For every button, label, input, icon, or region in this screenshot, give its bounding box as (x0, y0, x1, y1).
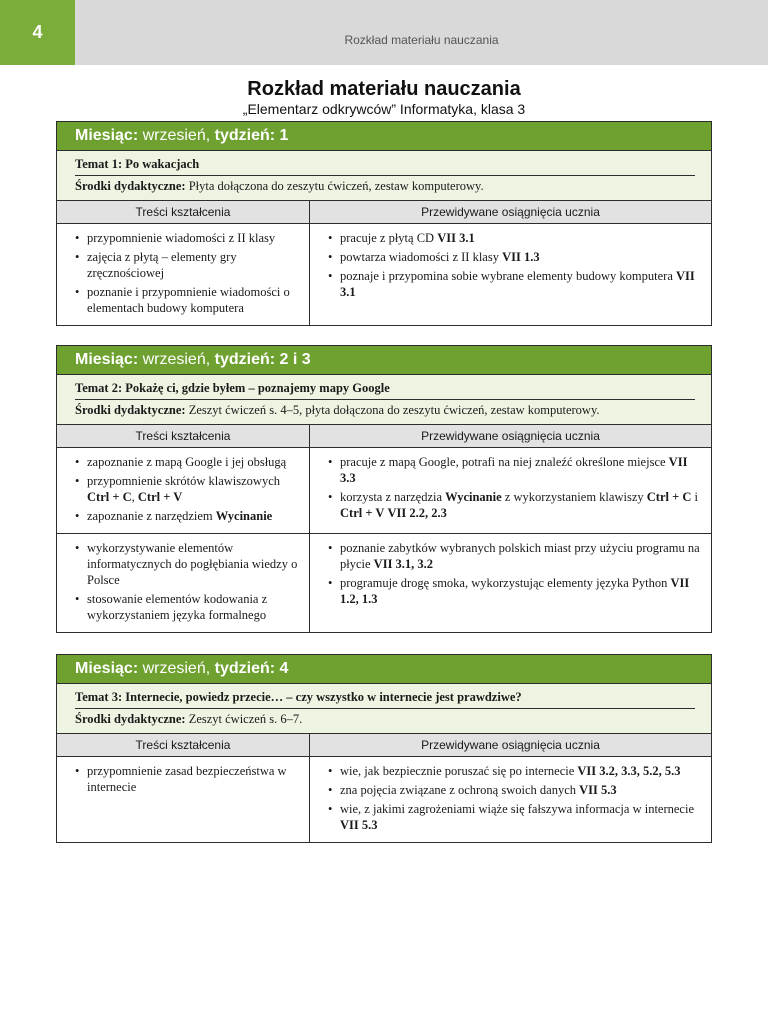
reference-code: Ctrl + C (646, 490, 692, 504)
item-text: poznanie zabytków wybranych polskich miast przy użyciu programu na płycie (340, 541, 700, 571)
reference-code: VII 5.3 (579, 783, 617, 797)
list-item (328, 230, 703, 246)
reference-code: VII 3.1 (340, 269, 695, 299)
didactic-line (75, 179, 695, 194)
didactic-line (75, 403, 695, 418)
list-item (75, 763, 301, 795)
month-value: wrzesień, (142, 351, 211, 368)
list-item (75, 591, 301, 623)
table-body (57, 757, 711, 842)
column-header-content: Treści kształcenia (57, 201, 310, 224)
table-row (57, 757, 711, 842)
running-header: Rozkład materiału nauczania (344, 33, 499, 47)
section-header (57, 122, 711, 151)
bullet-list (310, 448, 711, 530)
topic-title: Temat 1: Po wakacjach (75, 157, 695, 176)
section-week-2-3 (56, 345, 712, 633)
list-item (75, 540, 301, 588)
section-header (57, 346, 711, 375)
week-value: 2 i 3 (279, 351, 311, 368)
item-text: zapoznanie z narzędziem (87, 509, 216, 523)
week-value: 1 (279, 127, 289, 144)
document-title: Rozkład materiału nauczania (247, 78, 521, 100)
week-label: tydzień: (214, 127, 276, 144)
list-item (328, 575, 703, 607)
month-value: wrzesień, (142, 127, 211, 144)
table-row (57, 534, 711, 632)
item-text: przypomnienie wiadomości z II klasy (87, 231, 276, 245)
reference-code: VII 3.3 (340, 455, 688, 485)
list-item (75, 508, 301, 524)
item-text: stosowanie elementów kodowania z wykorzystaniem języka formalnego (87, 592, 268, 622)
reference-code: VII 3.1 (437, 231, 475, 245)
column-header-outcomes: Przewidywane osiągnięcia ucznia (310, 734, 711, 757)
reference-code: VII 1.2, 1.3 (340, 576, 690, 606)
content-cell (57, 534, 310, 632)
table-row (57, 448, 711, 534)
list-item (328, 763, 703, 779)
month-label: Miesiąc: (75, 127, 139, 144)
outcomes-cell (310, 534, 711, 632)
page-number: 4 (0, 0, 75, 65)
list-item (75, 473, 301, 505)
reference-code: Ctrl + C (87, 490, 132, 504)
topic-title: Temat 3: Internecie, powiedz przecie… – czy wszystko w internecie jest prawdziwe? (75, 690, 695, 709)
item-text: z wykorzystaniem klawiszy (501, 490, 647, 504)
reference-code: VII 3.1, 3.2 (373, 557, 434, 571)
bullet-list (57, 448, 309, 533)
content-cell (57, 224, 310, 325)
column-headers (57, 734, 711, 757)
bullet-list (57, 224, 309, 325)
month-label: Miesiąc: (75, 660, 139, 677)
column-header-content: Treści kształcenia (57, 734, 310, 757)
table-body (57, 448, 711, 632)
item-text: zna pojęcia związane z ochroną swoich danych (340, 783, 580, 797)
outcomes-cell (310, 448, 711, 533)
item-text: pracuje z płytą CD (340, 231, 438, 245)
list-item (328, 489, 703, 521)
column-header-outcomes: Przewidywane osiągnięcia ucznia (310, 201, 711, 224)
month-value: wrzesień, (142, 660, 211, 677)
list-item (328, 249, 703, 265)
item-text: poznanie i przypomnienie wiadomości o elementach budowy komputera (87, 285, 290, 315)
reference-code: VII 2.2, 2.3 (387, 506, 447, 520)
section-week-4 (56, 654, 712, 843)
section-header (57, 655, 711, 684)
item-text: korzysta z narzędzia (340, 490, 446, 504)
section-week-1 (56, 121, 712, 326)
topic-box (57, 151, 711, 201)
topic-box (57, 684, 711, 734)
didactic-value: Płyta dołączona do zeszytu ćwiczeń, zestaw komputerowy. (188, 179, 484, 193)
didactic-label: Środki dydaktyczne: (75, 403, 186, 417)
list-item (75, 249, 301, 281)
column-header-content: Treści kształcenia (57, 425, 310, 448)
bullet-list (310, 224, 711, 309)
content-cell (57, 757, 310, 842)
item-text: wie, z jakimi zagrożeniami wiąże się fałszywa informacja w internecie (340, 802, 694, 816)
item-text: przypomnienie skrótów klawiszowych (87, 474, 281, 488)
item-text: , (131, 490, 138, 504)
topic-box (57, 375, 711, 425)
item-text: wykorzystywanie elementów informatycznych do pogłębiania wiedzy o Polsce (87, 541, 298, 587)
table-body (57, 224, 711, 325)
item-text: poznaje i przypomina sobie wybrane elementy budowy komputera (340, 269, 677, 283)
list-item (328, 540, 703, 572)
reference-code: VII 1.3 (502, 250, 540, 264)
didactic-label: Środki dydaktyczne: (75, 179, 186, 193)
topic-title: Temat 2: Pokażę ci, gdzie byłem – poznajemy mapy Google (75, 381, 695, 400)
list-item (328, 454, 703, 486)
column-header-outcomes: Przewidywane osiągnięcia ucznia (310, 425, 711, 448)
didactic-line (75, 712, 695, 727)
item-text: wie, jak bezpiecznie poruszać się po internecie (340, 764, 578, 778)
list-item (328, 801, 703, 833)
bullet-list (57, 757, 309, 804)
column-headers (57, 425, 711, 448)
outcomes-cell (310, 224, 711, 325)
item-text: zapoznanie z mapą Google i jej obsługą (87, 455, 287, 469)
didactic-label: Środki dydaktyczne: (75, 712, 186, 726)
item-text: zajęcia z płytą – elementy gry zręcznościowej (87, 250, 237, 280)
content-cell (57, 448, 310, 533)
list-item (328, 268, 703, 300)
list-item (75, 454, 301, 470)
week-value: 4 (279, 660, 289, 677)
outcomes-cell (310, 757, 711, 842)
item-text: i (691, 490, 698, 504)
reference-code: VII 5.3 (340, 818, 378, 832)
list-item (75, 230, 301, 246)
reference-code: Ctrl + V (340, 506, 385, 520)
week-label: tydzień: (214, 351, 276, 368)
reference-code: Wycinanie (215, 509, 273, 523)
bullet-list (57, 534, 309, 632)
reference-code: Ctrl + V (137, 490, 183, 504)
item-text: przypomnienie zasad bezpieczeństwa w internecie (87, 764, 287, 794)
week-label: tydzień: (214, 660, 276, 677)
item-text: programuje drogę smoka, wykorzystując elementy języka Python (340, 576, 671, 590)
column-headers (57, 201, 711, 224)
item-text: pracuje z mapą Google, potrafi na niej znaleźć określone miejsce (340, 455, 669, 469)
reference-code: Wycinanie (445, 490, 502, 504)
didactic-value: Zeszyt ćwiczeń s. 6–7. (188, 712, 303, 726)
bullet-list (310, 757, 711, 842)
reference-code: VII 3.2, 3.3, 5.2, 5.3 (577, 764, 681, 778)
month-label: Miesiąc: (75, 351, 139, 368)
list-item (328, 782, 703, 798)
document-subtitle: „Elementarz odkrywców” Informatyka, klasa 3 (242, 101, 526, 117)
bullet-list (310, 534, 711, 616)
didactic-value: Zeszyt ćwiczeń s. 4–5, płyta dołączona do zeszytu ćwiczeń, zestaw komputerowy. (188, 403, 600, 417)
table-row (57, 224, 711, 325)
item-text: powtarza wiadomości z II klasy (340, 250, 503, 264)
list-item (75, 284, 301, 316)
